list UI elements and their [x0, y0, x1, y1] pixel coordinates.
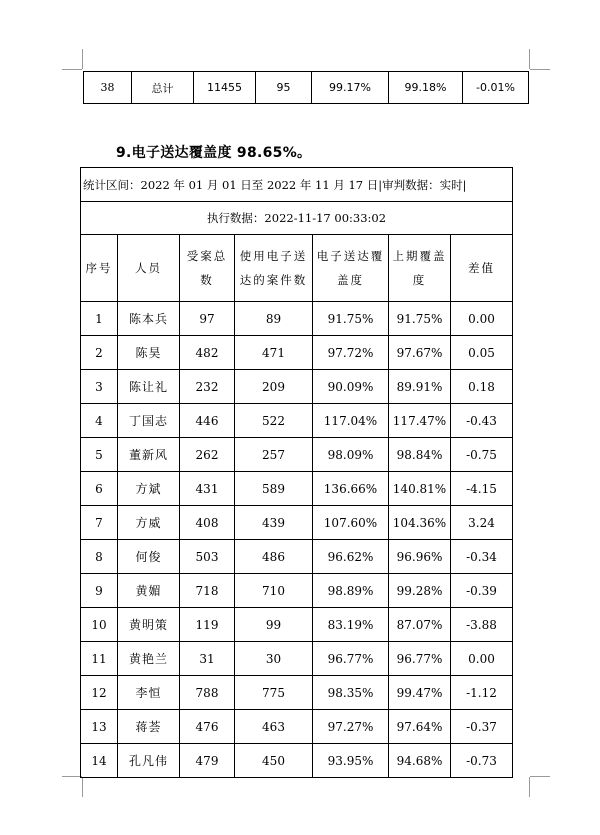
- row-total-cases: 446: [180, 404, 235, 438]
- crop-mark-top-right-h: [530, 69, 550, 70]
- row-prev-coverage: 140.81%: [389, 472, 451, 506]
- header-person: 人员: [118, 235, 180, 302]
- row-coverage: 90.09%: [313, 370, 389, 404]
- row-used-cases: 589: [235, 472, 313, 506]
- row-diff: -0.43: [451, 404, 513, 438]
- row-name: 陈本兵: [118, 302, 180, 336]
- row-index: 12: [81, 676, 118, 710]
- table-row: [81, 608, 513, 642]
- row-diff: -0.39: [451, 574, 513, 608]
- crop-mark-top-left-h: [62, 69, 82, 70]
- crop-mark-bottom-left-v: [82, 777, 83, 797]
- header-diff: 差值: [451, 235, 513, 302]
- row-used-cases: 89: [235, 302, 313, 336]
- row-prev-coverage: 87.07%: [389, 608, 451, 642]
- row-name: 李恒: [118, 676, 180, 710]
- summary-index: 38: [84, 72, 132, 104]
- row-name: 黄媚: [118, 574, 180, 608]
- row-diff: -4.15: [451, 472, 513, 506]
- row-prev-coverage: 99.28%: [389, 574, 451, 608]
- row-total-cases: 408: [180, 506, 235, 540]
- crop-mark-bottom-right-v: [529, 777, 530, 797]
- table-row: [81, 676, 513, 710]
- row-total-cases: 479: [180, 744, 235, 778]
- header-index: 序号: [81, 235, 118, 302]
- row-coverage: 98.09%: [313, 438, 389, 472]
- table-row: [81, 336, 513, 370]
- row-prev-coverage: 99.47%: [389, 676, 451, 710]
- row-name: 蒋荟: [118, 710, 180, 744]
- row-coverage: 93.95%: [313, 744, 389, 778]
- table-row: [81, 472, 513, 506]
- row-total-cases: 482: [180, 336, 235, 370]
- row-used-cases: 522: [235, 404, 313, 438]
- table-header-row: [81, 235, 513, 302]
- table-row: [81, 370, 513, 404]
- header-total-cases: 受案总 数: [180, 235, 235, 302]
- row-coverage: 117.04%: [313, 404, 389, 438]
- row-coverage: 96.77%: [313, 642, 389, 676]
- row-index: 5: [81, 438, 118, 472]
- row-prev-coverage: 96.77%: [389, 642, 451, 676]
- row-used-cases: 710: [235, 574, 313, 608]
- row-total-cases: 476: [180, 710, 235, 744]
- crop-mark-bottom-right-h: [530, 776, 550, 777]
- row-name: 孔凡伟: [118, 744, 180, 778]
- coverage-table: [80, 167, 513, 778]
- row-diff: -0.75: [451, 438, 513, 472]
- row-diff: -1.12: [451, 676, 513, 710]
- row-coverage: 136.66%: [313, 472, 389, 506]
- header-prev-coverage: 上期覆盖 度: [389, 235, 451, 302]
- row-diff: -0.73: [451, 744, 513, 778]
- row-index: 1: [81, 302, 118, 336]
- row-name: 方威: [118, 506, 180, 540]
- row-prev-coverage: 96.96%: [389, 540, 451, 574]
- row-prev-coverage: 104.36%: [389, 506, 451, 540]
- table-row: [81, 710, 513, 744]
- row-coverage: 83.19%: [313, 608, 389, 642]
- row-diff: 0.18: [451, 370, 513, 404]
- row-used-cases: 471: [235, 336, 313, 370]
- row-prev-coverage: 94.68%: [389, 744, 451, 778]
- row-coverage: 97.72%: [313, 336, 389, 370]
- row-index: 13: [81, 710, 118, 744]
- row-total-cases: 31: [180, 642, 235, 676]
- row-diff: -3.88: [451, 608, 513, 642]
- row-name: 丁国志: [118, 404, 180, 438]
- header-coverage: 电子送达覆 盖度: [313, 235, 389, 302]
- row-prev-coverage: 98.84%: [389, 438, 451, 472]
- row-used-cases: 486: [235, 540, 313, 574]
- section-title: 9.电子送达覆盖度 98.65%。: [116, 145, 312, 161]
- summary-label: 总计: [132, 72, 194, 104]
- row-used-cases: 99: [235, 608, 313, 642]
- crop-mark-bottom-left-h: [62, 776, 82, 777]
- row-coverage: 91.75%: [313, 302, 389, 336]
- row-total-cases: 503: [180, 540, 235, 574]
- row-coverage: 107.60%: [313, 506, 389, 540]
- row-total-cases: 97: [180, 302, 235, 336]
- table-row: [81, 302, 513, 336]
- summary-used: 95: [256, 72, 312, 104]
- table-row: [81, 744, 513, 778]
- row-index: 7: [81, 506, 118, 540]
- table-row: [81, 404, 513, 438]
- table-row: [81, 574, 513, 608]
- summary-rate: 99.17%: [312, 72, 389, 104]
- table-row: [81, 540, 513, 574]
- row-diff: 0.05: [451, 336, 513, 370]
- row-total-cases: 788: [180, 676, 235, 710]
- row-coverage: 98.35%: [313, 676, 389, 710]
- row-used-cases: 450: [235, 744, 313, 778]
- row-used-cases: 463: [235, 710, 313, 744]
- stats-period-line: 统计区间：2022 年 01 月 01 日至 2022 年 11 月 17 日|审判数据：实时|: [81, 168, 513, 202]
- row-index: 3: [81, 370, 118, 404]
- row-total-cases: 232: [180, 370, 235, 404]
- row-prev-coverage: 97.64%: [389, 710, 451, 744]
- row-diff: 0.00: [451, 642, 513, 676]
- row-index: 14: [81, 744, 118, 778]
- row-used-cases: 775: [235, 676, 313, 710]
- row-name: 黄艳兰: [118, 642, 180, 676]
- row-name: 陈让礼: [118, 370, 180, 404]
- exec-data-line: 执行数据：2022-11-17 00:33:02: [81, 202, 513, 235]
- row-used-cases: 439: [235, 506, 313, 540]
- row-diff: -0.37: [451, 710, 513, 744]
- row-used-cases: 209: [235, 370, 313, 404]
- crop-mark-top-left-v: [82, 49, 83, 69]
- row-total-cases: 262: [180, 438, 235, 472]
- row-name: 方斌: [118, 472, 180, 506]
- summary-total-row: [83, 71, 529, 104]
- row-coverage: 97.27%: [313, 710, 389, 744]
- row-total-cases: 718: [180, 574, 235, 608]
- row-total-cases: 119: [180, 608, 235, 642]
- row-name: 何俊: [118, 540, 180, 574]
- summary-diff: -0.01%: [463, 72, 529, 104]
- row-diff: -0.34: [451, 540, 513, 574]
- row-index: 11: [81, 642, 118, 676]
- row-used-cases: 257: [235, 438, 313, 472]
- row-index: 4: [81, 404, 118, 438]
- row-diff: 0.00: [451, 302, 513, 336]
- row-index: 9: [81, 574, 118, 608]
- table-row: [81, 642, 513, 676]
- row-name: 陈昊: [118, 336, 180, 370]
- table-row: [81, 438, 513, 472]
- summary-prev: 99.18%: [389, 72, 463, 104]
- row-name: 黄明策: [118, 608, 180, 642]
- row-index: 8: [81, 540, 118, 574]
- row-prev-coverage: 97.67%: [389, 336, 451, 370]
- row-diff: 3.24: [451, 506, 513, 540]
- row-index: 6: [81, 472, 118, 506]
- row-index: 2: [81, 336, 118, 370]
- row-prev-coverage: 91.75%: [389, 302, 451, 336]
- row-index: 10: [81, 608, 118, 642]
- row-name: 董新风: [118, 438, 180, 472]
- row-prev-coverage: 89.91%: [389, 370, 451, 404]
- crop-mark-top-right-v: [529, 49, 530, 69]
- row-prev-coverage: 117.47%: [389, 404, 451, 438]
- table-row: [81, 506, 513, 540]
- row-total-cases: 431: [180, 472, 235, 506]
- row-coverage: 96.62%: [313, 540, 389, 574]
- header-e-delivery-cases: 使用电子送 达的案件数: [235, 235, 313, 302]
- row-coverage: 98.89%: [313, 574, 389, 608]
- summary-cases: 11455: [194, 72, 256, 104]
- row-used-cases: 30: [235, 642, 313, 676]
